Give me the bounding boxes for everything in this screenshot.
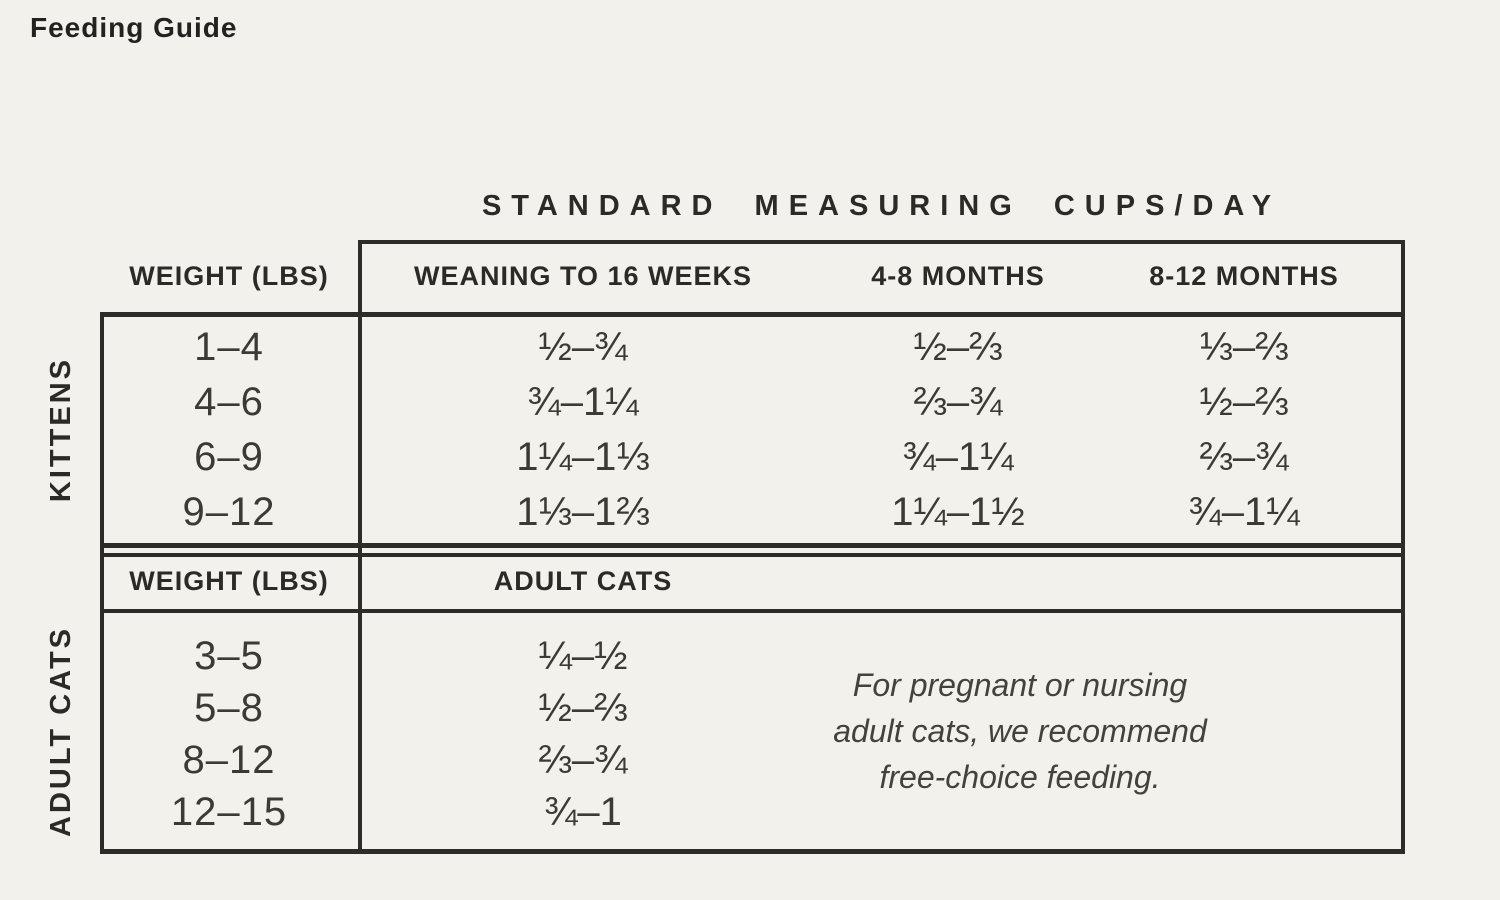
table-row <box>100 430 1405 485</box>
note-line: For pregnant or nursing <box>852 667 1188 703</box>
table-heading: STANDARD MEASURING CUPS/DAY <box>481 190 1282 222</box>
column-header-weight-adult: WEIGHT (LBS) <box>129 566 329 596</box>
cups-cell: ¾–1¼ <box>527 380 639 424</box>
column-header-weaning: WEANING TO 16 WEEKS <box>413 260 753 291</box>
page-title: Feeding Guide <box>30 12 238 43</box>
weight-cell: 5–8 <box>194 685 264 730</box>
cups-cell: ⅔–¾ <box>538 737 628 782</box>
column-header-8-12-months: 8-12 MONTHS <box>1149 260 1339 291</box>
adult-cats-section-label <box>22 609 100 854</box>
kittens-header-row <box>100 240 1405 312</box>
weight-cell: 4–6 <box>194 380 264 424</box>
cups-cell: 1¼–1⅓ <box>516 435 650 479</box>
cups-cell: ⅔–¾ <box>1199 435 1289 479</box>
border-table-bottom <box>100 849 1405 854</box>
border-kittens-bottom <box>100 543 1405 548</box>
cups-cell: ¼–½ <box>538 633 628 678</box>
weight-cell: 8–12 <box>182 737 276 782</box>
table-row <box>100 375 1405 430</box>
cups-cell: ¾–1¼ <box>902 435 1014 479</box>
kittens-section-label <box>22 311 100 548</box>
note-line: adult cats, we recommend <box>833 713 1207 749</box>
cups-cell: 1⅓–1⅔ <box>516 490 650 534</box>
table-row <box>100 320 1405 375</box>
column-header-weight: WEIGHT (LBS) <box>129 260 329 291</box>
weight-cell: 1–4 <box>194 325 264 369</box>
column-header-4-8-months: 4-8 MONTHS <box>871 260 1045 291</box>
pregnant-nursing-note <box>770 662 1270 800</box>
border-adult-header-bottom <box>100 609 1405 613</box>
weight-cell: 12–15 <box>170 789 288 834</box>
table-row <box>100 485 1405 540</box>
cups-cell: ½–⅔ <box>538 685 628 730</box>
cups-cell: ⅓–⅔ <box>1199 325 1289 369</box>
adult-cats-section-label-text: ADULT CATS <box>44 626 77 837</box>
weight-cell: 3–5 <box>194 633 264 678</box>
cups-cell: ⅔–¾ <box>913 380 1003 424</box>
weight-cell: 6–9 <box>194 435 264 479</box>
border-below-header <box>100 312 1405 317</box>
cups-cell: ½–¾ <box>538 325 628 369</box>
weight-cell: 9–12 <box>182 490 276 534</box>
note-line: free-choice feeding. <box>879 759 1161 795</box>
cups-cell: ¾–1 <box>544 789 622 834</box>
column-header-adult-cats: ADULT CATS <box>493 566 673 596</box>
cups-cell: ½–⅔ <box>913 325 1003 369</box>
cups-cell: 1¼–1½ <box>891 490 1025 534</box>
cups-cell: ½–⅔ <box>1199 380 1289 424</box>
kittens-section-label-text: KITTENS <box>44 356 77 503</box>
cups-cell: ¾–1¼ <box>1188 490 1300 534</box>
adult-header-row <box>100 554 1405 609</box>
